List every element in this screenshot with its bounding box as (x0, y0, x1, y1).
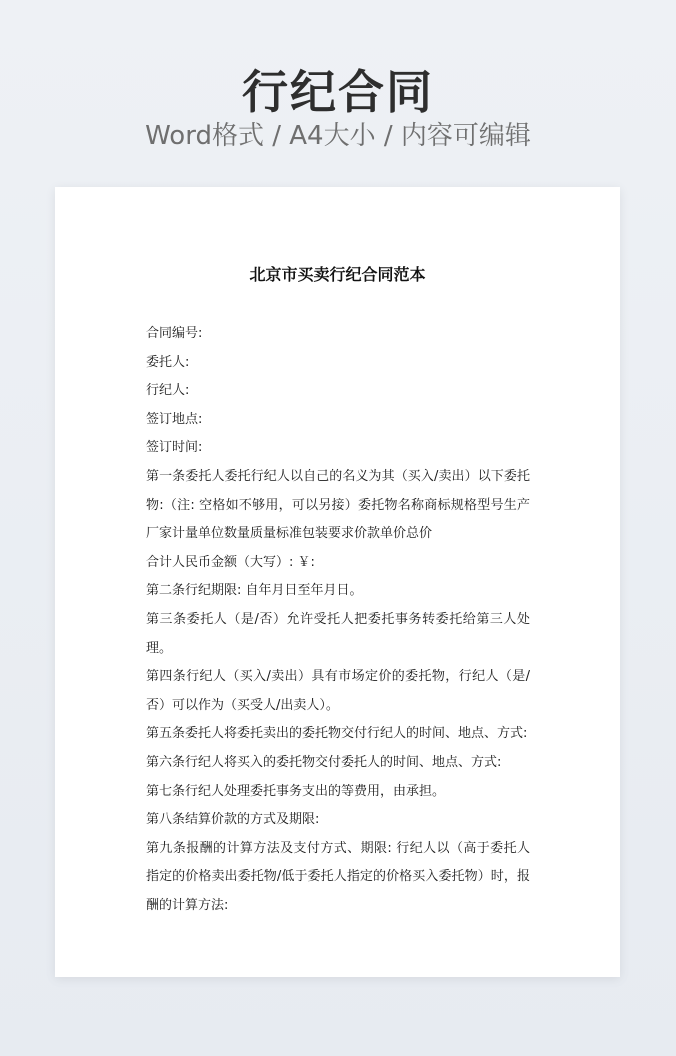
clause-7: 第七条行纪人处理委托事务支出的等费用，由承担。 (146, 783, 446, 799)
clause-6: 第六条行纪人将买入的委托物交付委托人的时间、地点、方式: (146, 754, 502, 770)
clause-4: 第四条行纪人（买入/卖出）具有市场定价的委托物，行纪人（是/否）可以作为（买受人/出卖人）。 (146, 669, 530, 713)
signing-place-line: 签订地点: (146, 411, 203, 427)
total-amount-line: 合计人民币金额（大写）: ￥: (146, 554, 315, 570)
clause-3: 第三条委托人（是/否）允许受托人把委托事务转委托给第三人处理。 (146, 611, 530, 656)
document-body (146, 320, 530, 920)
banner-title: 行纪合同 (242, 65, 434, 119)
document-title: 北京市买卖行纪合同范本 (249, 265, 426, 284)
document-page (55, 187, 620, 977)
clause-2: 第二条行纪期限: 自年月日至年月日。 (146, 583, 363, 599)
banner-subtitle: Word格式 / A4大小 / 内容可编辑 (145, 121, 531, 151)
clause-1: 第一条委托人委托行纪人以自己的名义为其（买入/卖出）以下委托物:（注: 空格如不够用，可以另接）委托物名称商标规格型号生产厂家计量单位数量质量标准包装要求价款单价总价 (146, 468, 530, 542)
principal-line: 委托人: (146, 354, 190, 370)
clause-8: 第八条结算价款的方式及期限: (146, 812, 320, 828)
clause-9: 第九条报酬的计算方法及支付方式、期限: 行纪人以（高于委托人指定的价格卖出委托物/低于委托人指定的价格买入委托物）时，报酬的计算方法: (146, 840, 530, 913)
clause-5: 第五条委托人将委托卖出的委托物交付行纪人的时间、地点、方式: (146, 726, 528, 742)
contract-number-line: 合同编号: (146, 326, 203, 341)
signing-time-line: 签订时间: (146, 440, 203, 456)
commission-agent-line: 行纪人: (146, 383, 190, 399)
